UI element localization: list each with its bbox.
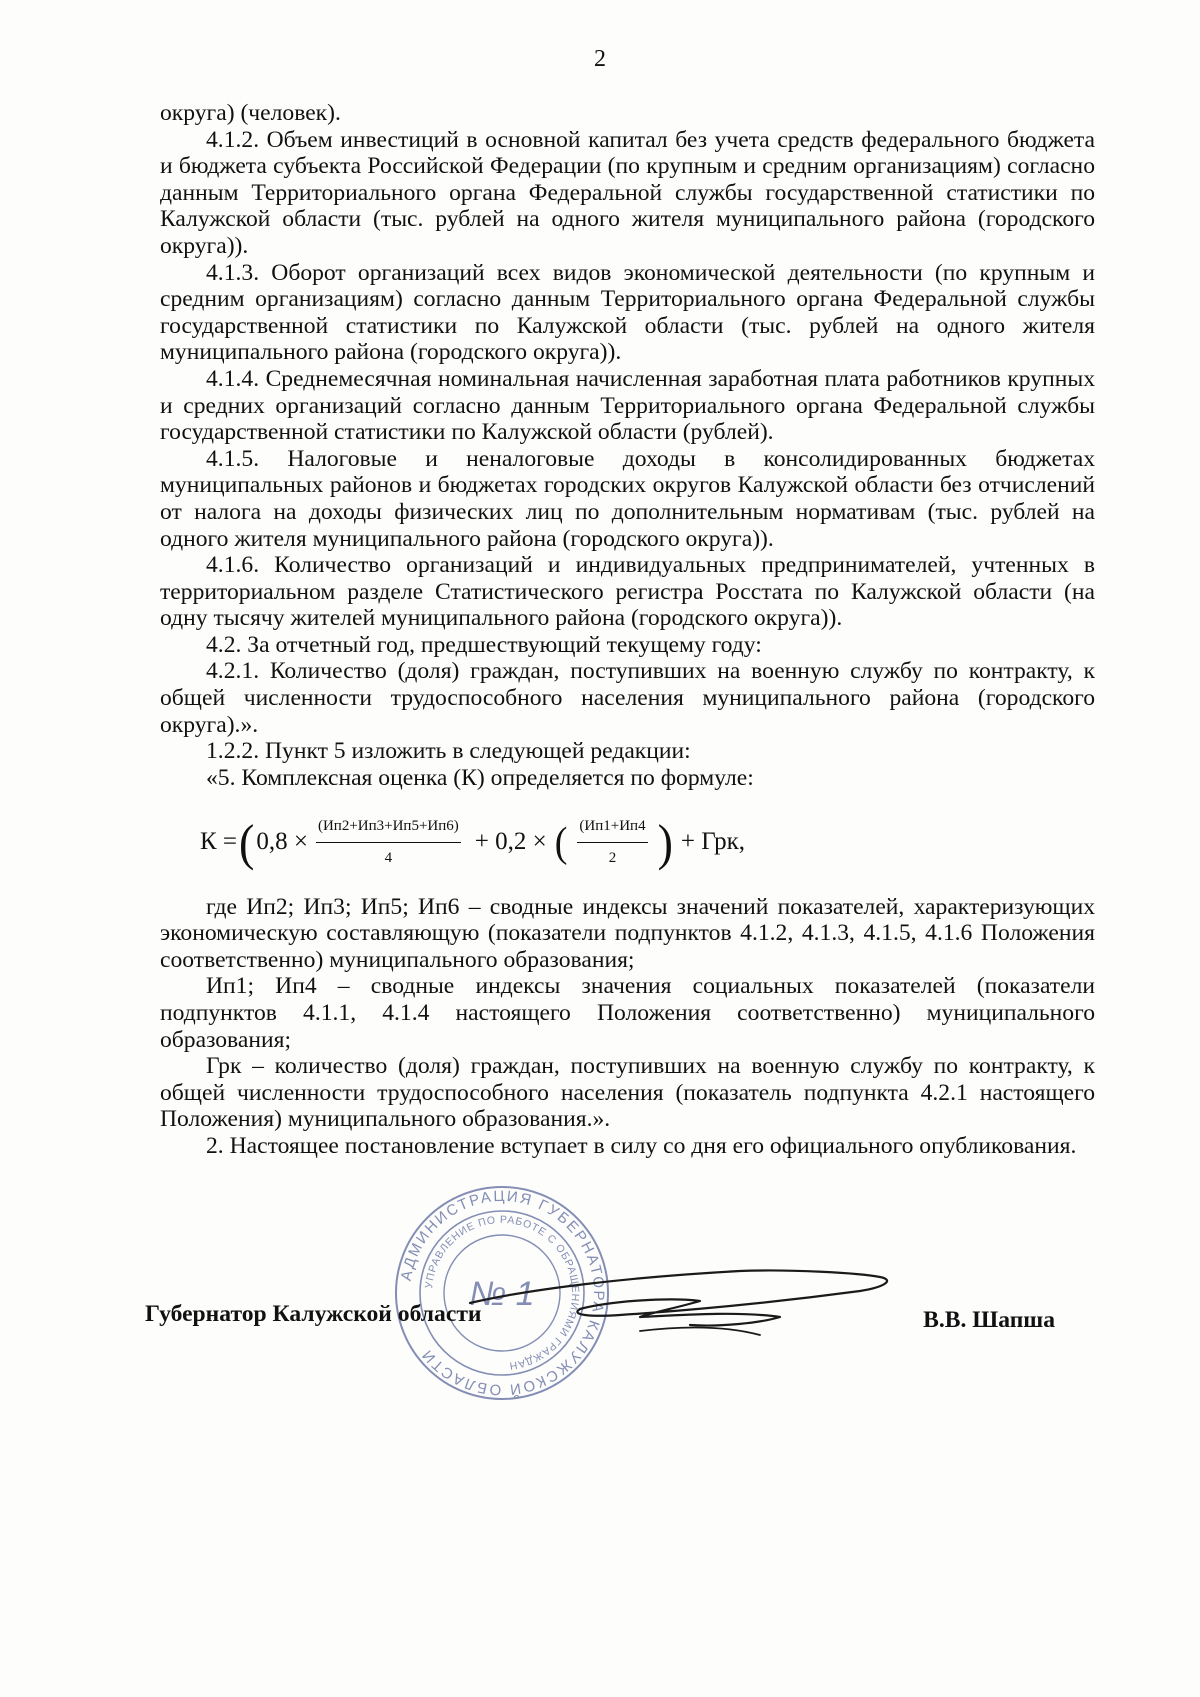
paragraphs-after-formula (160, 894, 1095, 1160)
paragraph: где Ип2; Ип3; Ип5; Ип6 – сводные индексы значений показателей, характеризующих экономическую составляющую (показатели подпунктов 4.1.2, 4.1.3, 4.1.5, 4.1.6 Положения соответственно) муниципального образования; (160, 893, 1095, 973)
paragraph: Ип1; Ип4 – сводные индексы значения социальных показателей (показатели подпунктов 4.1.1, 4.1.4 настоящего Положения соответственно) муниципального образования; (160, 973, 1095, 1053)
paragraph: Грк – количество (доля) граждан, поступивших на военную службу по контракту, к общей численности трудоспособного населения (показатель подпункта 4.2.1 настоящего Положения) муниципального образования.». (160, 1053, 1095, 1133)
formula-close-paren: ) (657, 813, 673, 871)
fraction-1-denominator: 4 (384, 850, 393, 867)
signatory-name: В.В. Шапша (923, 1307, 1055, 1333)
paragraph: 4.1.5. Налоговые и неналоговые доходы в консолидированных бюджетах муниципальных районов и бюджетах городских округов Калужской области без отчислений от налога на доходы физических лиц по дополнительным нормативам (тыс. рублей на одного жителя муниципального района (городского округа)). (160, 445, 1095, 552)
paragraph: 4.2. За отчетный год, предшествующий текущему году: (206, 631, 762, 658)
paragraph: 4.2.1. Количество (доля) граждан, поступивших на военную службу по контракту, к общей численности трудоспособного населения муниципального района (городского округа).». (160, 658, 1095, 738)
stamp-inner-text: УПРАВЛЕНИЕ ПО РАБОТЕ С ОБРАЩЕНИЯМИ ГРАЖДАН (423, 1213, 582, 1372)
formula-fraction-1 (316, 813, 461, 871)
formula-lhs: К = (200, 828, 238, 856)
document-body (160, 100, 1095, 1160)
paragraph: 4.1.6. Количество организаций и индивидуальных предпринимателей, учтенных в территориальном разделе Статистического регистра Росстата по Калужской области (на одну тысячу жителей муниципального района (городского округа)). (160, 552, 1095, 632)
signatory-title: Губернатор Калужской области (145, 1301, 482, 1327)
fraction-1-numerator: (Ип2+Ип3+Ип5+Ип6) (316, 813, 461, 843)
paragraph: 1.2.2. Пункт 5 изложить в следующей редакции: (206, 738, 691, 765)
paragraph: 4.1.2. Объем инвестиций в основной капитал без учета средств федерального бюджета и бюджета субъекта Российской Федерации (по крупным и средним организациям) согласно данным Территориального органа Федеральной службы государственной статистики по Калужской области (тыс. рублей на одного жителя муниципального района (городского округа)). (160, 126, 1095, 259)
fraction-2-numerator: (Ип1+Ип4 (577, 813, 647, 843)
paragraph: 4.1.3. Оборот организаций всех видов экономической деятельности (по крупным и средним организациям) согласно данным Территориального органа Федеральной службы государственной статистики по Калужской области (тыс. рублей на одного жителя муниципального района (городского округа)). (160, 259, 1095, 366)
formula-plus-coef2: + 0,2 × (474, 828, 547, 856)
formula (200, 813, 1095, 871)
paragraphs-before-formula (160, 100, 1095, 791)
formula-coef1: 0,8 × (256, 828, 308, 856)
page-number: 2 (594, 46, 606, 72)
formula-fraction-2 (577, 813, 647, 871)
stamp-outer-text: АДМИНИСТРАЦИЯ ГУБЕРНАТОРА КАЛУЖСКОЙ ОБЛАСТИ (397, 1187, 608, 1399)
formula-inner-paren-open: ( (554, 819, 568, 866)
paragraph: 4.1.4. Среднемесячная номинальная начисленная заработная плата работников крупных и средних организаций согласно данным Территориального органа Федеральной службы государственной статистики по Калужской области (рублей). (160, 365, 1095, 446)
formula-tail: + Грк, (680, 828, 746, 856)
signature-block (145, 1277, 1055, 1437)
paragraph: «5. Комплексная оценка (К) определяется по формуле: (206, 764, 754, 791)
paragraph: округа) (человек). (160, 100, 341, 126)
paragraph: 2. Настоящее постановление вступает в силу со дня его официального опубликования. (206, 1132, 1077, 1159)
fraction-2-denominator: 2 (608, 850, 617, 867)
formula-open-paren: ( (239, 813, 255, 871)
stamp-number: № 1 (469, 1275, 535, 1313)
